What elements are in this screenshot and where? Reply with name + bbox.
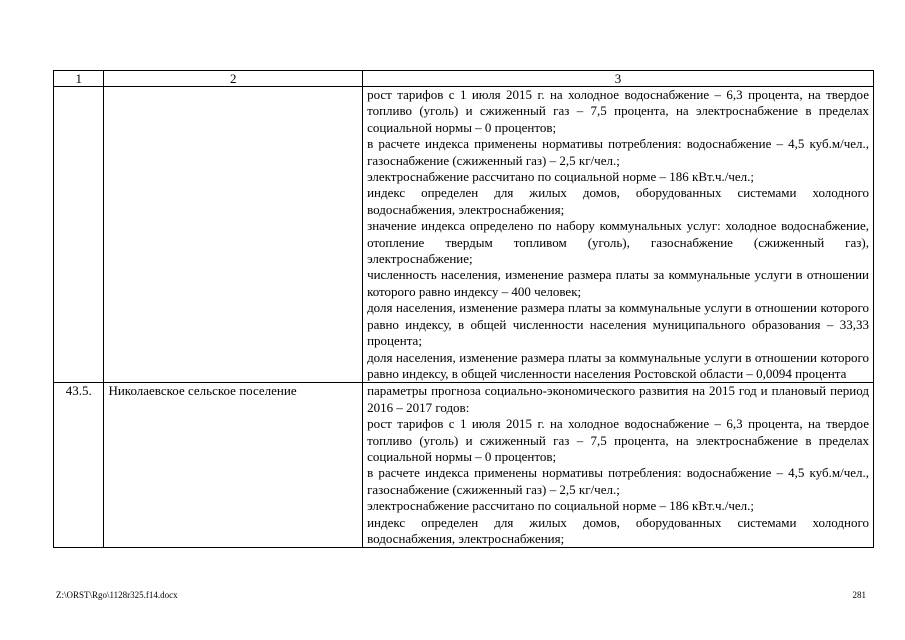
paragraph: индекс определен для жилых домов, оборудованных системами холодного водоснабжения, электроснабжения; xyxy=(367,514,869,546)
row-details-cell xyxy=(363,383,874,548)
table-row xyxy=(54,87,874,383)
column-header: 3 xyxy=(363,71,874,87)
table-header-row xyxy=(54,71,874,87)
paragraph: электроснабжение рассчитано по социальной норме – 186 кВт.ч./чел.; xyxy=(367,169,754,185)
paragraph: доля населения, изменение размера платы за коммунальные услуги в отношении которого равно индексу, в общей численности населения муниципального образования – 33,33 процента; xyxy=(367,300,869,349)
paragraph: значение индекса определено по набору коммунальных услуг: холодное водоснабжение, отопление твердым топливом (уголь), газоснабжение (сжиженный газ), электроснабжение; xyxy=(367,218,869,267)
row-number-cell: 43.5. xyxy=(54,383,104,548)
paragraph: численность населения, изменение размера платы за коммунальные услуги в отношении которого равно индексу – 400 человек; xyxy=(367,267,869,299)
paragraph: в расчете индекса применены нормативы потребления: водоснабжение – 4,5 куб.м/чел., газоснабжение (сжиженный газ) – 2,5 кг/чел.; xyxy=(367,136,869,168)
paragraph: рост тарифов с 1 июля 2015 г. на холодное водоснабжение – 6,3 процента, на твердое топливо (уголь) и сжиженный газ – 7,5 процента, на электроснабжение в пределах социальной нормы – 0 процентов; xyxy=(367,87,869,135)
paragraph: доля населения, изменение размера платы за коммунальные услуги в отношении которого равно индексу, в общей численности населения Ростовской области – 0,0094 процента xyxy=(367,349,869,381)
column-header: 1 xyxy=(54,71,104,87)
column-header: 2 xyxy=(104,71,363,87)
footer-page-number: 281 xyxy=(852,590,866,600)
paragraph: электроснабжение рассчитано по социальной норме – 186 кВт.ч./чел.; xyxy=(367,498,754,514)
row-name-cell: Николаевское сельское поселение xyxy=(104,383,363,548)
row-details-cell xyxy=(363,87,874,383)
paragraph: индекс определен для жилых домов, оборудованных системами холодного водоснабжения, электроснабжения; xyxy=(367,185,869,217)
row-name-cell xyxy=(104,87,363,383)
row-number-cell xyxy=(54,87,104,383)
paragraph: параметры прогноза социально-экономического развития на 2015 год и плановый период 2016 – 2017 годов: xyxy=(367,383,869,415)
paragraph: в расчете индекса применены нормативы потребления: водоснабжение – 4,5 куб.м/чел., газоснабжение (сжиженный газ) – 2,5 кг/чел.; xyxy=(367,465,869,497)
document-table xyxy=(53,70,874,548)
footer-file-path: Z:\ORST\Rgo\1128r325.f14.docx xyxy=(56,590,178,600)
paragraph: рост тарифов с 1 июля 2015 г. на холодное водоснабжение – 6,3 процента, на твердое топливо (уголь) и сжиженный газ – 7,5 процента, на электроснабжение в пределах социальной нормы – 0 процентов; xyxy=(367,416,869,464)
table-row xyxy=(54,383,874,548)
